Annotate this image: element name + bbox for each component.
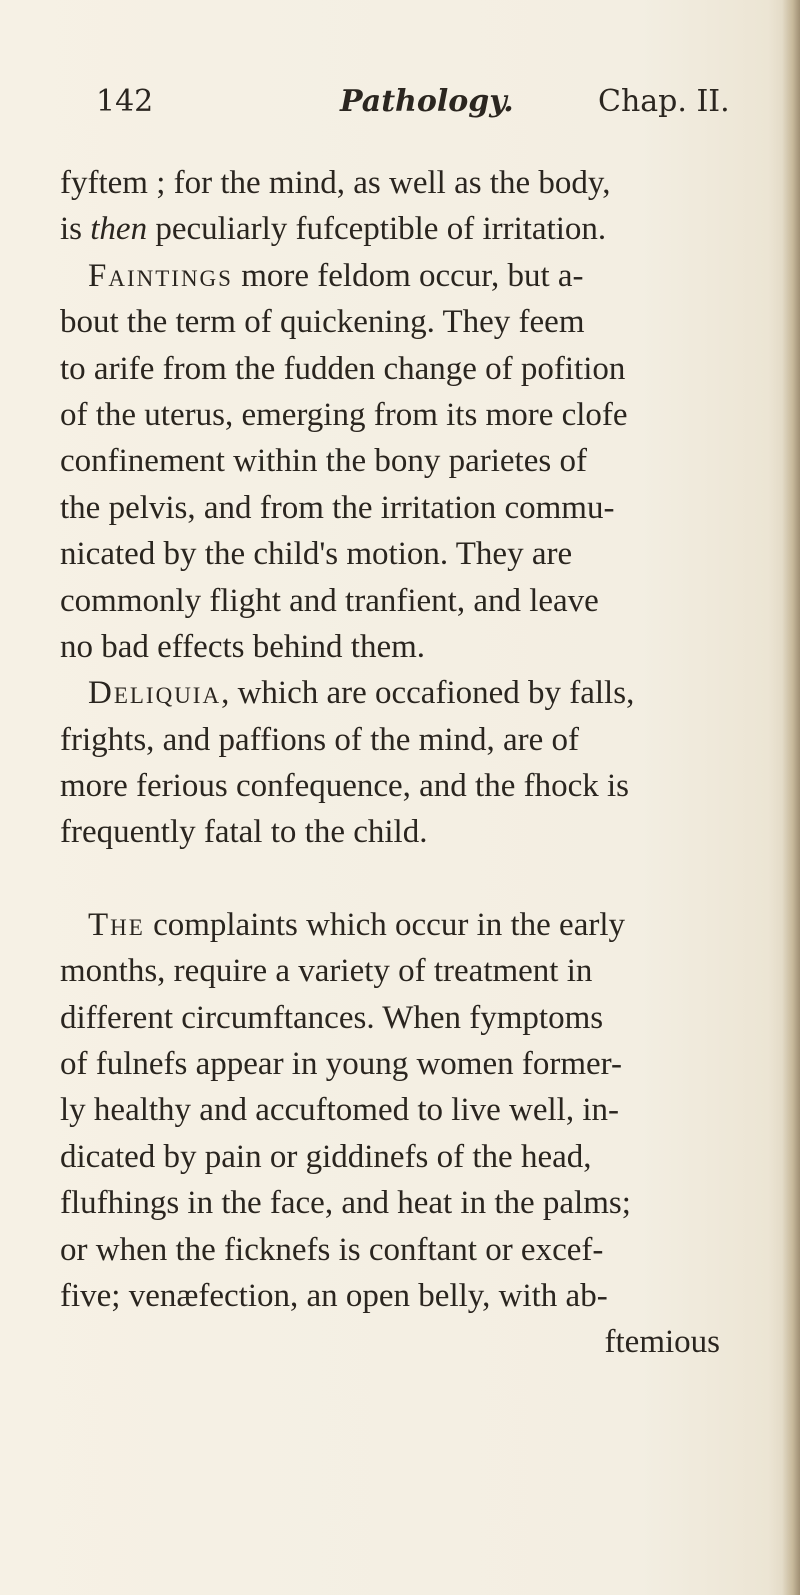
text-line-11: no bad effects behind them. (60, 628, 426, 665)
text-line-19: of fulnefs appear in young women former- (60, 1046, 622, 1083)
running-title: Pathology. (340, 84, 514, 119)
text-line-24: five; venæfection, an open belly, with ab- (60, 1277, 608, 1314)
chapter-label: Chap. II. (598, 84, 730, 119)
page-number: 142 (96, 84, 154, 119)
text-line-22: flufhings in the face, and heat in the palms; (60, 1185, 631, 1222)
text-line-7: confinement within the bony parietes of (60, 443, 587, 480)
text-line-5: to arife from the fudden change of pofition (60, 350, 626, 387)
text-line-21: dicated by pain or giddinefs of the head, (60, 1138, 592, 1175)
the-heading: The (88, 906, 145, 943)
text-line-16: The complaints which occur in the early (88, 906, 626, 943)
text-line-4: bout the term of quickening. They feem (60, 304, 585, 341)
text-line-1: fyftem ; for the mind, as well as the body, (60, 165, 611, 201)
page-edge-shadow (782, 0, 800, 1595)
text-line-12: Deliquia, which are occafioned by falls, (88, 675, 635, 712)
catchword: ftemious (604, 1324, 720, 1361)
text-line-20: ly healthy and accuftomed to live well, in- (60, 1092, 619, 1129)
italic-then: then (90, 211, 148, 248)
page-header (96, 84, 786, 124)
paragraph-gap (60, 856, 760, 902)
text-line-6: of the uterus, emerging from its more clofe (60, 396, 628, 433)
text-line-9: nicated by the child's motion. They are (60, 536, 573, 573)
text-line-15: frequently fatal to the child. (60, 814, 428, 851)
text-line-8: the pelvis, and from the irritation commu- (60, 489, 615, 526)
text-line-17: months, require a variety of treatment in (60, 953, 593, 990)
deliquia-heading: Deliquia (88, 675, 222, 712)
text-line-3: Faintings more feldom occur, but a- (88, 257, 584, 294)
text-line-13: frights, and paffions of the mind, are of (60, 721, 580, 758)
text-line-18: different circumftances. When fymptoms (60, 999, 604, 1036)
text-line-14: more ferious confequence, and the fhock is (60, 768, 630, 805)
text-line-10: commonly flight and tranfient, and leave (60, 582, 599, 619)
text-line-23: or when the ficknefs is conftant or excef- (60, 1231, 604, 1268)
faintings-heading: Faintings (88, 257, 233, 294)
body-text (60, 160, 760, 1366)
text-line-2: is then peculiarly fufceptible of irritation. (60, 211, 607, 248)
